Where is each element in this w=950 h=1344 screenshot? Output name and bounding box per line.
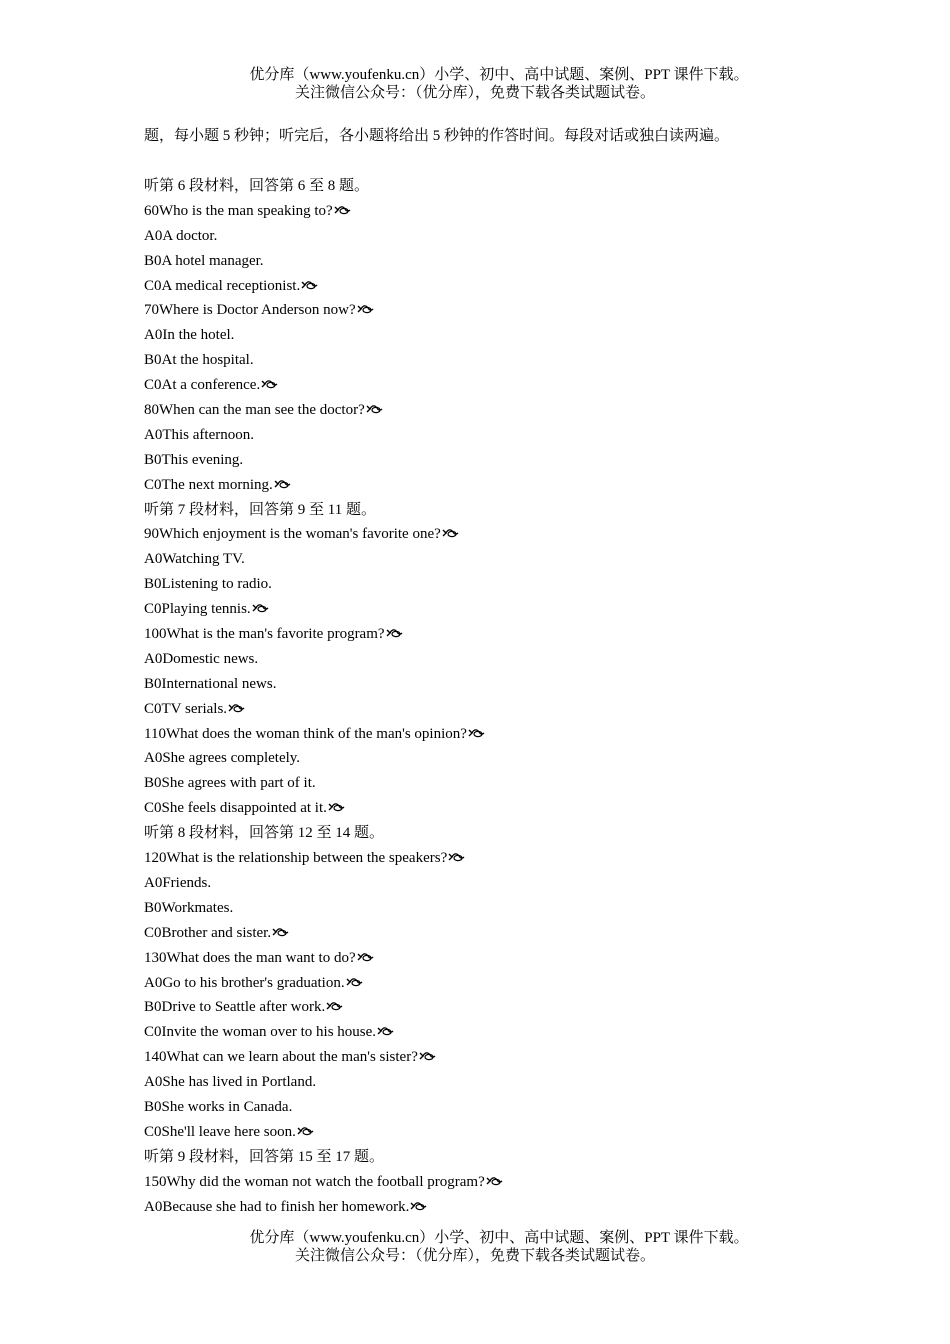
line-text: B0She agrees with part of it.	[144, 775, 316, 792]
question-text	[144, 1172, 844, 1197]
answer-option	[144, 276, 844, 301]
section-heading	[144, 823, 844, 848]
answer-option	[144, 1197, 844, 1222]
carriage-return-mark-icon	[297, 1125, 314, 1137]
answer-option	[144, 251, 844, 276]
section-heading	[144, 1147, 844, 1172]
carriage-return-mark-icon	[334, 204, 351, 216]
question-list	[144, 176, 844, 1221]
line-text: B0International news.	[144, 675, 277, 692]
footer-line-1: 优分库（www.youfenku.cn）小学、初中、高中试题、案例、PPT 课件下载。	[249, 1230, 749, 1246]
carriage-return-mark-icon	[301, 279, 318, 291]
line-text: B0Workmates.	[144, 899, 234, 916]
carriage-return-mark-icon	[386, 627, 403, 639]
answer-option	[144, 798, 844, 823]
line-text: 听第 7 段材料，回答第 9 至 11 题。	[144, 501, 376, 518]
line-text: C0Brother and sister.	[144, 924, 272, 941]
question-text	[144, 624, 844, 649]
line-text: 70Where is Doctor Anderson now?	[144, 302, 356, 319]
footer-line-2: 关注微信公众号：（优分库），免费下载各类试题试卷。	[294, 1248, 655, 1264]
carriage-return-mark-icon	[328, 801, 345, 813]
header-line-1: 优分库（www.youfenku.cn）小学、初中、高中试题、案例、PPT 课件下载。	[249, 67, 749, 83]
line-text: B0A hotel manager.	[144, 252, 264, 269]
answer-option	[144, 1097, 844, 1122]
answer-option	[144, 226, 844, 251]
carriage-return-mark-icon	[357, 951, 374, 963]
line-text: A0In the hotel.	[144, 327, 235, 344]
question-text	[144, 1047, 844, 1072]
line-text: 150Why did the woman not watch the football program?	[144, 1173, 485, 1190]
answer-option	[144, 923, 844, 948]
answer-option	[144, 375, 844, 400]
answer-option	[144, 699, 844, 724]
answer-option	[144, 873, 844, 898]
answer-option	[144, 549, 844, 574]
line-text: C0TV serials.	[144, 700, 228, 717]
carriage-return-mark-icon	[252, 602, 269, 614]
section-heading	[144, 500, 844, 525]
line-text: C0At a conference.	[144, 377, 261, 394]
line-text: B0Listening to radio.	[144, 576, 272, 593]
answer-option	[144, 973, 844, 998]
answer-option	[144, 898, 844, 923]
answer-option	[144, 997, 844, 1022]
line-text: 130What does the man want to do?	[144, 949, 356, 966]
line-text: A0She has lived in Portland.	[144, 1074, 317, 1091]
carriage-return-mark-icon	[442, 527, 459, 539]
carriage-return-mark-icon	[346, 976, 363, 988]
line-text: B0This evening.	[144, 451, 244, 468]
line-text: B0She works in Canada.	[144, 1098, 293, 1115]
line-text: A0Friends.	[144, 874, 212, 891]
question-text	[144, 300, 844, 325]
line-text: 听第 6 段材料，回答第 6 至 8 题。	[144, 178, 370, 194]
line-text: C0The next morning.	[144, 476, 273, 493]
line-text: B0At the hospital.	[144, 352, 254, 369]
question-text	[144, 524, 844, 549]
carriage-return-mark-icon	[419, 1050, 436, 1062]
line-text: C0She'll leave here soon.	[144, 1123, 296, 1140]
instructions-text: 题，每小题 5 秒钟；听完后，各小题将给出 5 秒钟的作答时间。每段对话或独白读两遍。	[144, 128, 730, 144]
line-text: B0Drive to Seattle after work.	[144, 999, 326, 1016]
answer-option	[144, 325, 844, 350]
question-text	[144, 400, 844, 425]
answer-option	[144, 574, 844, 599]
answer-option	[144, 773, 844, 798]
carriage-return-mark-icon	[274, 478, 291, 490]
line-text: A0Watching TV.	[144, 551, 245, 568]
line-text: A0Domestic news.	[144, 650, 259, 667]
carriage-return-mark-icon	[377, 1025, 394, 1037]
line-text: C0She feels disappointed at it.	[144, 800, 327, 817]
question-text	[144, 848, 844, 873]
answer-option	[144, 450, 844, 475]
carriage-return-mark-icon	[326, 1000, 343, 1012]
page-header	[0, 66, 950, 102]
line-text: 110What does the woman think of the man's opinion?	[144, 725, 467, 742]
answer-option	[144, 475, 844, 500]
line-text: A0Because she had to finish her homework.	[144, 1198, 410, 1215]
line-text: 听第 8 段材料，回答第 12 至 14 题。	[144, 825, 385, 842]
question-text	[144, 724, 844, 749]
line-text: 听第 9 段材料，回答第 15 至 17 题。	[144, 1148, 385, 1165]
carriage-return-mark-icon	[448, 851, 465, 863]
answer-option	[144, 1122, 844, 1147]
answer-option	[144, 599, 844, 624]
carriage-return-mark-icon	[357, 303, 374, 315]
line-text: 60Who is the man speaking to?	[144, 202, 333, 219]
carriage-return-mark-icon	[486, 1175, 503, 1187]
answer-option	[144, 1072, 844, 1097]
question-text	[144, 948, 844, 973]
carriage-return-mark-icon	[228, 702, 245, 714]
line-text: 80When can the man see the doctor?	[144, 402, 365, 419]
line-text: 140What can we learn about the man's sister?	[144, 1049, 418, 1066]
line-text: A0She agrees completely.	[144, 750, 301, 767]
answer-option	[144, 674, 844, 699]
header-line-2: 关注微信公众号：（优分库），免费下载各类试题试卷。	[294, 85, 655, 101]
answer-option	[144, 649, 844, 674]
carriage-return-mark-icon	[468, 727, 485, 739]
section-heading	[144, 176, 844, 201]
line-text: C0Playing tennis.	[144, 601, 251, 618]
carriage-return-mark-icon	[410, 1200, 427, 1212]
carriage-return-mark-icon	[272, 926, 289, 938]
line-text: A0A doctor.	[144, 227, 218, 244]
line-text: C0Invite the woman over to his house.	[144, 1024, 377, 1041]
line-text: 120What is the relationship between the speakers?	[144, 850, 448, 867]
page-footer	[0, 1229, 950, 1265]
line-text: A0Go to his brother's graduation.	[144, 974, 345, 991]
carriage-return-mark-icon	[261, 378, 278, 390]
line-text: A0This afternoon.	[144, 426, 254, 443]
carriage-return-mark-icon	[366, 403, 383, 415]
question-text	[144, 201, 844, 226]
line-text: C0A medical receptionist.	[144, 277, 301, 294]
answer-option	[144, 425, 844, 450]
answer-option	[144, 1022, 844, 1047]
line-text: 90Which enjoyment is the woman's favorite one?	[144, 526, 441, 543]
answer-option	[144, 350, 844, 375]
line-text: 100What is the man's favorite program?	[144, 626, 385, 643]
answer-option	[144, 748, 844, 773]
